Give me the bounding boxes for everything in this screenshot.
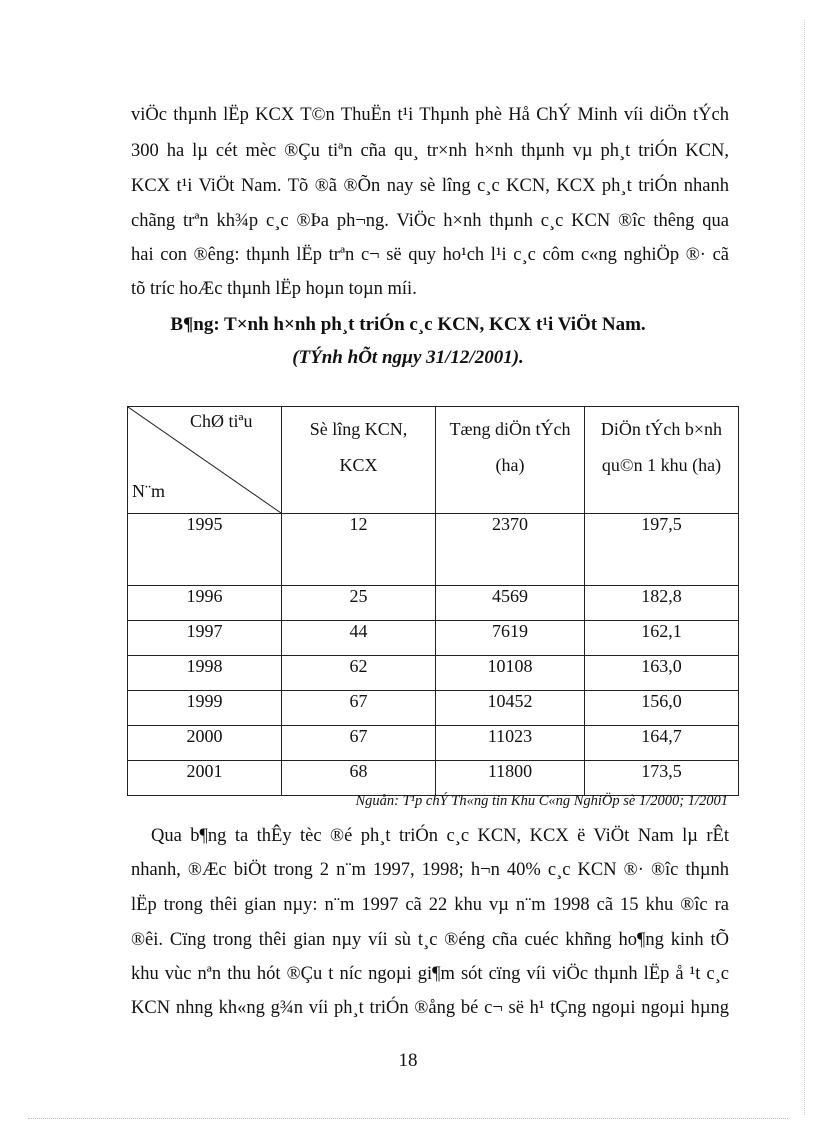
cell-count: 44: [282, 621, 436, 656]
cell-area: 4569: [436, 586, 585, 621]
cell-count: 62: [282, 656, 436, 691]
cell-count: 25: [282, 586, 436, 621]
text-line: Qua b¶ng ta thÊy tèc ®é ph¸t triÓn c¸c KCN, KCX ë ViÖt Nam lµ rÊt: [151, 826, 729, 846]
page-bottom-rule: [28, 1118, 788, 1119]
table-title: B¶ng: T×nh h×nh ph¸t triÓn c¸c KCN, KCX t¹i ViÖt Nam.: [170, 314, 646, 335]
cell-avg: 163,0: [585, 656, 739, 691]
text-line: 300 ha lµ cét mèc ®Çu tiªn cña qu¸ tr×nh h×nh thµnh vµ ph¸t triÓn KCN,: [131, 141, 729, 161]
header-avg-line1: DiÖn tÝch b×nh: [600, 419, 723, 439]
table-source-note: Nguån: T¹p chÝ Th«ng tin Khu C«ng NghiÖp sè 1/2000; 1/2001: [355, 793, 728, 809]
cell-year: 2001: [128, 761, 282, 796]
table-row: [128, 691, 739, 726]
table-row: [128, 586, 739, 621]
cell-avg: 182,8: [585, 586, 739, 621]
cell-avg: 156,0: [585, 691, 739, 726]
table-row: [128, 514, 739, 586]
text-line: KCX t¹i ViÖt Nam. Tõ ®ã ®Õn nay sè lîng c¸c KCN, KCX ph¸t triÓn nhanh: [131, 176, 729, 196]
data-table: [127, 406, 739, 796]
cell-area: 11800: [436, 761, 585, 796]
header-average-area: [585, 407, 739, 514]
cell-year: 2000: [128, 726, 282, 761]
cell-area: 10452: [436, 691, 585, 726]
corner-header-cell: [128, 407, 282, 514]
cell-area: 7619: [436, 621, 585, 656]
table-subtitle: (TÝnh hÕt ngµy 31/12/2001).: [292, 347, 524, 368]
page-number: 18: [398, 1050, 418, 1071]
header-count-line1: Sè lîng KCN,: [309, 419, 408, 439]
table-row: [128, 761, 739, 796]
header-area-line2: (ha): [495, 455, 525, 475]
header-avg-line2: qu©n 1 khu (ha): [601, 455, 722, 475]
header-count-line2: KCX: [339, 455, 378, 475]
page-edge-rule: [804, 20, 805, 1115]
cell-year: 1996: [128, 586, 282, 621]
cell-year: 1999: [128, 691, 282, 726]
text-line: hai con ®êng: thµnh lËp trªn c¬ së quy ho¹ch l¹i c¸c côm c«ng nghiÖp ®· cã: [131, 245, 729, 265]
corner-label-year: N¨m: [132, 481, 165, 501]
cell-avg: 162,1: [585, 621, 739, 656]
text-line: khu vùc nªn thu hót ®Çu t níc ngoµi gi¶m sót cïng víi viÖc thµnh lËp å ¹t c¸c: [131, 964, 729, 984]
cell-area: 11023: [436, 726, 585, 761]
text-line: nhanh, ®Æc biÖt trong 2 n¨m 1997, 1998; h¬n 40% c¸c KCN ®· ®îc thµnh: [131, 860, 729, 880]
header-area-line1: Tæng diÖn tÝch: [449, 419, 571, 439]
cell-area: 10108: [436, 656, 585, 691]
text-line: lËp trong thêi gian nµy: n¨m 1997 cã 22 khu vµ n¨m 1998 cã 15 khu ®îc ra: [131, 895, 729, 915]
cell-count: 67: [282, 691, 436, 726]
cell-count: 68: [282, 761, 436, 796]
text-line: chãng trªn kh¾p c¸c ®Þa ph¬ng. ViÖc h×nh thµnh c¸c KCN ®îc thêng qua: [131, 211, 729, 231]
header-total-area: [436, 407, 585, 514]
cell-count: 67: [282, 726, 436, 761]
table-row: [128, 656, 739, 691]
table-row: [128, 726, 739, 761]
table-row: [128, 621, 739, 656]
cell-year: 1995: [128, 514, 282, 586]
cell-year: 1998: [128, 656, 282, 691]
text-line: ®êi. Cïng trong thêi gian nµy víi sù t¸c ®éng cña cuéc khñng ho¶ng kinh tÕ: [131, 930, 729, 950]
corner-label-indicator: ChØ tiªu: [190, 411, 253, 431]
header-count: [282, 407, 436, 514]
cell-area: 2370: [436, 514, 585, 586]
cell-avg: 173,5: [585, 761, 739, 796]
text-line: viÖc thµnh lËp KCX T©n ThuËn t¹i Thµnh phè Hå ChÝ Minh víi diÖn tÝch: [131, 105, 729, 125]
cell-year: 1997: [128, 621, 282, 656]
cell-count: 12: [282, 514, 436, 586]
cell-avg: 164,7: [585, 726, 739, 761]
text-line: tõ tríc hoÆc thµnh lËp hoµn toµn míi.: [131, 279, 417, 299]
text-line: KCN nhng kh«ng g¾n víi ph¸t triÓn ®ång bé c¬ së h¹ tÇng ngoµi ngoµi hµng: [131, 998, 729, 1018]
table-header-row: [128, 407, 739, 514]
cell-avg: 197,5: [585, 514, 739, 586]
